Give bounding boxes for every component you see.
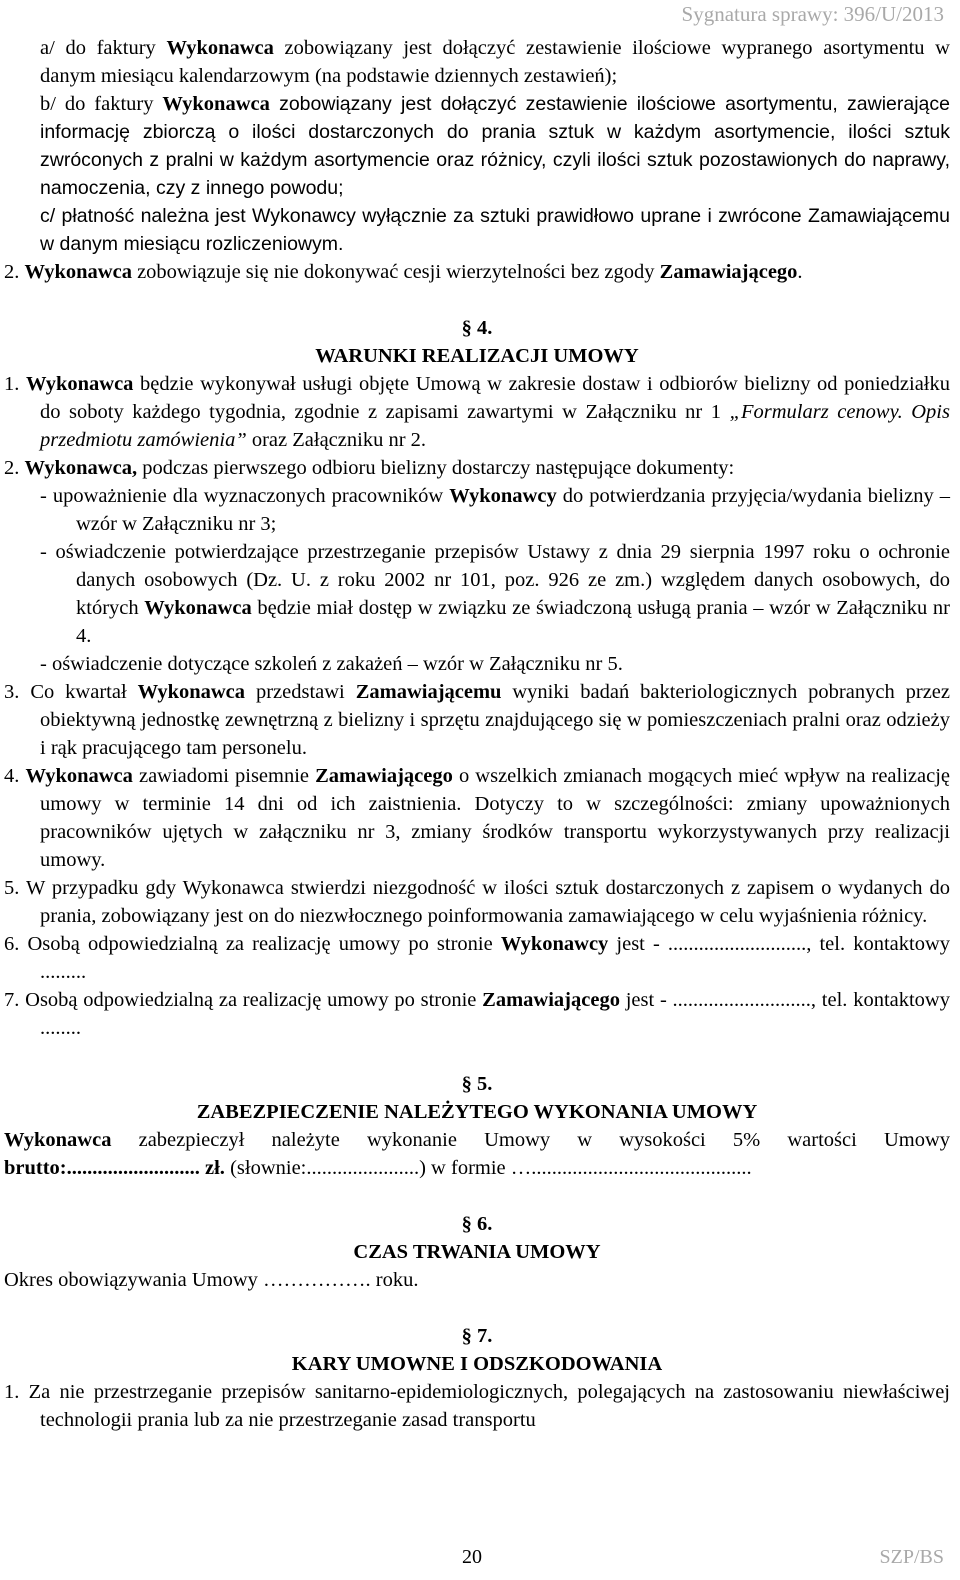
clause-2: 2. Wykonawca zobowiązuje się nie dokonywać cesji wierzytelności bez zgody Zamawiającego. [4,261,803,283]
s4-item-4: 4. Wykonawca zawiadomi pisemnie Zamawiającego o wszelkich zmianach mogących mieć wpływ na realizację umowy w terminie 14 dni od ich zaistnienia. Dotyczy to w szczególności: zmiany upoważnionych pracowników ujętych w załączniku nr 3, zmiany środków transportu wykorzystywanych przy realizacji umowy. [4,765,950,871]
s4-item-5: 5. W przypadku gdy Wykonawca stwierdzi niezgodność w ilości sztuk dostarczonych z zapisem o wydanych do prania, zobowiązany jest on do niezwłocznego poinformowania zamawiającego w celu wyjaśnienia różnicy. [4,877,950,927]
clause-c: c/ płatność należna jest Wykonawcy wyłącznie za sztuki prawidłowo uprane i zwrócone Zamawiającemu w danym miesiącu rozliczeniowym. [40,205,950,255]
section-5-title: ZABEZPIECZENIE NALEŻYTEGO WYKONANIA UMOWY [196,1101,758,1123]
section-4-number: § 4. [461,317,493,339]
section-5-number: § 5. [461,1073,493,1095]
s4-item-1: 1. Wykonawca będzie wykonywał usługi objęte Umową w zakresie dostaw i odbiorów bielizny od poniedziałku do soboty każdego tygodnia, zgodnie z zapisami zawartymi w Załączniku nr 1 „Formularz cenowy. Opis przedmiotu zamówienia” oraz Załączniku nr 2. [4,373,950,451]
s4-item-2-dash-2: - oświadczenie potwierdzające przestrzeganie przepisów Ustawy z dnia 29 sierpnia 1997 roku o ochronie danych osobowych (Dz. U. z roku 2002 nr 101, poz. 926 ze zm.) względem danych osobowych, do których Wykonawca będzie miał dostęp w związku ze świadczoną usługą prania – wzór w Załączniku nr 4. [40,541,950,647]
section-6-title: CZAS TRWANIA UMOWY [353,1241,601,1263]
section-6-number: § 6. [461,1213,493,1235]
section-7-title: KARY UMOWNE I ODSZKODOWANIA [291,1353,663,1375]
s4-item-6: 6. Osobą odpowiedzialną za realizację umowy po stronie Wykonawcy jest - ..........................., tel. kontaktowy ......... [4,933,950,983]
s4-item-2: 2. Wykonawca, podczas pierwszego odbioru bielizny dostarczy następujące dokumenty: [4,457,735,479]
page-number: 20 [462,1546,482,1568]
document-body [4,34,950,1434]
case-signature: Sygnatura sprawy: 396/U/2013 [681,2,944,26]
section-7-number: § 7. [461,1325,493,1347]
s5-text: Wykonawca zabezpieczył należyte wykonanie Umowy w wysokości 5% wartości Umowy brutto:.......................... zł. (słownie:......................) w formie …........................................... [4,1129,950,1179]
s7-item-1: 1. Za nie przestrzeganie przepisów sanitarno-epidemiologicznych, polegających na zastosowaniu niewłaściwej technologii prania lub za nie przestrzeganie zasad transportu [4,1381,950,1431]
s4-item-2-dash-1: - upoważnienie dla wyznaczonych pracowników Wykonawcy do potwierdzania przyjęcia/wydania bielizny – wzór w Załączniku nr 3; [40,485,951,535]
section-4-title: WARUNKI REALIZACJI UMOWY [315,345,639,367]
clause-b: b/ do faktury Wykonawca zobowiązany jest dołączyć zestawienie ilościowe asortymentu, zawierające informację zbiorczą o ilości dostarczonych do prania sztuk w każdym asortymencie, ilości sztuk zwróconych z pralni w każdym asortymencie oraz różnicy, czyli ilości sztuk pozostawionych do naprawy, namoczenia, czy z innego powodu; [40,93,950,199]
s4-item-2-dash-3: - oświadczenie dotyczące szkoleń z zakażeń – wzór w Załączniku nr 5. [40,653,623,675]
s4-item-3: 3. Co kwartał Wykonawca przedstawi Zamawiającemu wyniki badań bakteriologicznych pobranych przez obiektywną jednostkę zewnętrzną z bielizny i sprzętu znajdującego się w pomieszczeniach pralni oraz odzieży i rąk pracującego tam personelu. [4,681,950,759]
footer-code: SZP/BS [879,1546,944,1568]
clause-a: a/ do faktury Wykonawca zobowiązany jest dołączyć zestawienie ilościowe wypranego asortymentu w danym miesiącu kalendarzowym (na podstawie dziennych zestawień); [40,37,950,87]
s6-text: Okres obowiązywania Umowy ……………. roku. [4,1269,419,1291]
s4-item-7: 7. Osobą odpowiedzialną za realizację umowy po stronie Zamawiającego jest - ..........................., tel. kontaktowy ........ [4,989,950,1039]
